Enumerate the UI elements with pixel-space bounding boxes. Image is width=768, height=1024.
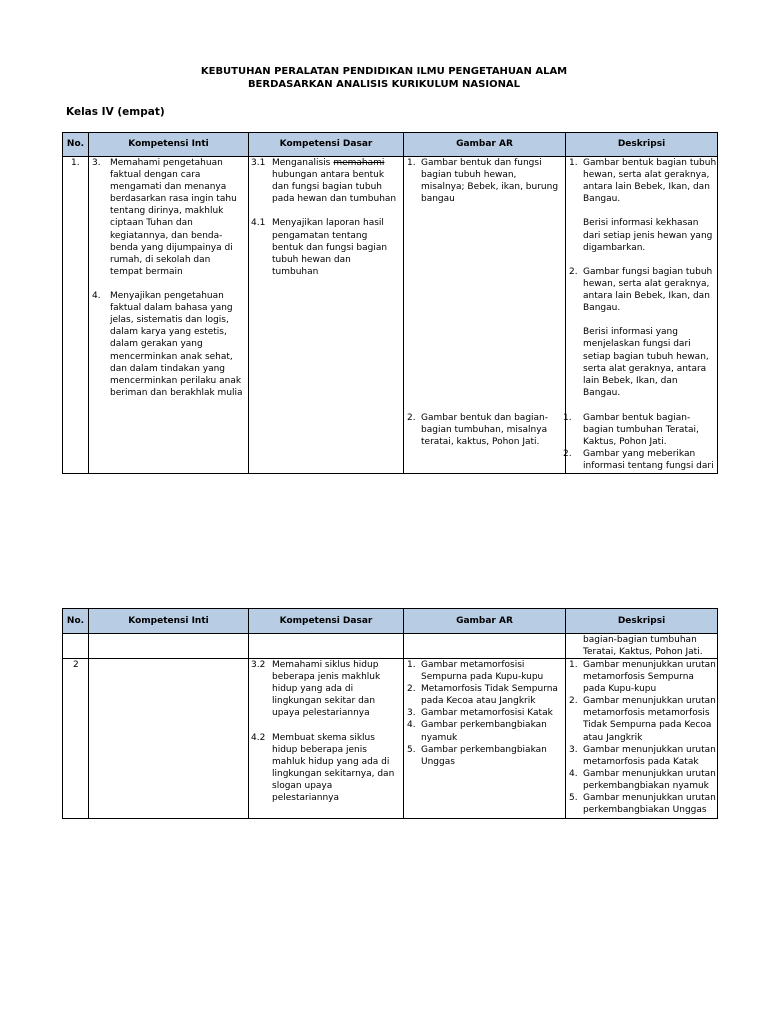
class-label: Kelas IV (empat): [66, 106, 165, 118]
kompetensi-dasar-list: [251, 157, 396, 278]
column-header-no: No.: [66, 616, 85, 626]
row-number: 1.: [71, 158, 80, 168]
item-number: 2.: [569, 696, 578, 707]
column-header-no: No.: [66, 139, 85, 149]
item-number: 1.: [569, 660, 578, 670]
gambar-ar-item: [407, 683, 558, 707]
gambar-ar-item: [407, 659, 558, 683]
column-divider: [88, 133, 89, 473]
item-number: 2.: [407, 413, 416, 423]
gambar-ar-item: [407, 744, 558, 768]
title-line-1: KEBUTUHAN PERALATAN PENDIDIKAN ILMU PENGETAHUAN ALAM: [200, 66, 568, 77]
column-header-kompetensi-inti: Kompetensi Inti: [128, 139, 209, 149]
deskripsi-item: [569, 266, 716, 399]
column-header-gambar-ar: Gambar AR: [456, 616, 513, 626]
item-text: Gambar menunjukkan urutan metamorfosis pada Katak: [583, 744, 716, 767]
item-number: 2.: [569, 266, 578, 277]
gambar-ar-item: [407, 707, 558, 719]
deskripsi-item: [569, 792, 716, 816]
item-text: Gambar menunjukkan urutan perkembangbiakan nyamuk: [583, 768, 716, 791]
item-number: 1.: [407, 660, 416, 670]
item-text: Membuat skema siklus hidup beberapa jenis mahluk hidup yang ada di lingkungan sekitarnya, dan slogan upaya pelestariannya: [272, 732, 395, 804]
kompetensi-dasar-item: [251, 732, 394, 805]
competency-table-1: [62, 132, 718, 474]
item-text: Gambar metamorfosisi Sempurna pada Kupu-kupu: [421, 660, 544, 683]
item-number: 5.: [569, 793, 578, 804]
item-note: Berisi informasi yang menjelaskan fungsi dari setiap bagian tubuh hewan, serta alat geraknya, antara lain Bebek, Ikan, dan Bangau.: [583, 327, 709, 398]
item-text: Gambar bentuk bagian tubuh hewan, serta alat geraknya, antara lain Bebek, Ikan, dan Bangau.: [583, 158, 717, 205]
competency-table-2: [62, 608, 718, 819]
gambar-ar-list: [407, 157, 558, 205]
item-number: 3.: [407, 708, 416, 719]
item-text: Gambar menunjukkan urutan metamorfosis Sempurna pada Kupu-kupu: [583, 660, 716, 695]
item-text: Gambar bentuk dan fungsi bagian tubuh hewan, misalnya; Bebek, ikan, burung bangau: [421, 158, 559, 205]
kompetensi-inti-list: [92, 157, 243, 399]
column-divider: [403, 609, 404, 818]
deskripsi-continued: bagian-bagian tumbuhan Teratai, Kaktus, Pohon Jati.: [583, 635, 703, 658]
item-number: 4.: [569, 768, 578, 779]
item-number: 2.: [407, 684, 416, 695]
kompetensi-dasar-item: [251, 217, 396, 277]
deskripsi-list: [569, 157, 716, 399]
column-divider: [565, 609, 566, 818]
deskripsi-list: [563, 412, 714, 472]
item-number: 3.: [92, 158, 101, 168]
item-text: Menyajikan pengetahuan faktual dalam bahasa yang jelas, sistematis dan logis, dalam karya yang estetis, dalam gerakan yang mencerminkan anak sehat, dan dalam tindakan yang mencerminkan perilaku anak beriman dan berakhlak mulia: [110, 291, 243, 398]
column-divider: [248, 609, 249, 818]
item-text: Gambar bentuk bagian- bagian tumbuhan Teratai, Kaktus, Pohon Jati.: [583, 413, 699, 448]
item-text: Metamorfosis Tidak Sempurna pada Kecoa atau Jangkrik: [421, 684, 558, 707]
title-line-2: BERDASARKAN ANALISIS KURIKULUM NASIONAL: [247, 79, 521, 90]
item-note: Berisi informasi kekhasan dari setiap jenis hewan yang digambarkan.: [583, 218, 713, 253]
column-header-kompetensi-inti: Kompetensi Inti: [128, 616, 209, 626]
item-number: 4.: [92, 291, 101, 302]
column-divider: [403, 133, 404, 473]
item-text: Gambar perkembangbiakan nyamuk: [421, 720, 547, 743]
item-number: 1.: [563, 413, 572, 423]
item-text: Gambar yang meberikan informasi tentang fungsi dari: [583, 449, 714, 472]
document-title: [0, 65, 768, 91]
column-header-kompetensi-dasar: Kompetensi Dasar: [279, 139, 373, 149]
kompetensi-dasar-item: [251, 659, 394, 719]
kompetensi-inti-item: [92, 290, 243, 399]
item-text: Memahami siklus hidup beberapa jenis makhluk hidup yang ada di lingkungan sekitar dan upaya pelestariannya: [272, 660, 381, 719]
item-text: Gambar perkembangbiakan Unggas: [421, 744, 547, 767]
item-text: Memahami pengetahuan faktual dengan cara mengamati dan menanya berdasarkan rasa ingin tahu tentang dirinya, makhluk ciptaan Tuhan dan kegiatannya, dan benda- benda yang dijumpainya di rumah, di sekolah dan tempat bermain: [110, 158, 237, 277]
item-text: Gambar bentuk dan bagian- bagian tumbuhan, misalnya teratai, kaktus, Pohon Jati.: [421, 413, 549, 448]
deskripsi-item: [569, 157, 716, 254]
item-number: 4.: [407, 720, 416, 731]
item-text: hubungan antara bentuk dan fungsi bagian tubuh pada hewan dan tumbuhan: [272, 170, 397, 205]
gambar-ar-list: [407, 659, 558, 768]
kompetensi-dasar-list: [251, 659, 394, 804]
item-number: 3.1: [251, 158, 266, 168]
deskripsi-item: [569, 744, 716, 768]
deskripsi-list: [569, 659, 716, 816]
deskripsi-item: [569, 659, 716, 695]
gambar-ar-list: [407, 412, 548, 448]
column-header-kompetensi-dasar: Kompetensi Dasar: [279, 616, 373, 626]
item-text: Gambar menunjukkan urutan perkembangbiakan Unggas: [583, 793, 716, 816]
deskripsi-item: [569, 768, 716, 792]
item-body: [583, 266, 712, 399]
deskripsi-item: [569, 695, 716, 743]
column-header-deskripsi: Deskripsi: [617, 139, 666, 149]
column-header-deskripsi: Deskripsi: [617, 616, 666, 626]
column-divider: [248, 133, 249, 473]
item-text-lead: Menganalisis: [272, 158, 331, 168]
item-number: 5.: [407, 744, 416, 755]
item-number: 4.1: [251, 218, 266, 229]
item-number: 3.: [569, 744, 578, 755]
kompetensi-dasar-item: [251, 157, 396, 205]
item-text: Menyajikan laporan hasil pengamatan tentang bentuk dan fungsi bagian tubuh hewan dan tumbuhan: [272, 218, 388, 277]
item-text: Gambar menunjukkan urutan metamorfosis metamorfosis Tidak Sempurna pada Kecoa atau Jangkrik: [583, 696, 716, 743]
item-text: Gambar fungsi bagian tubuh hewan, serta alat geraknya, antara lain Bebek, Ikan, dan Bangau.: [583, 266, 713, 314]
struck-through-word: memahami: [333, 158, 385, 168]
deskripsi-item: [563, 448, 714, 472]
item-number: 1.: [569, 158, 578, 168]
item-number: 2.: [563, 449, 572, 460]
gambar-ar-item: [407, 412, 548, 448]
item-number: 1.: [407, 158, 416, 168]
gambar-ar-item: [407, 157, 558, 205]
item-body: [583, 157, 716, 254]
item-text: Gambar metamorfosisi Katak: [421, 708, 553, 719]
row-number: 2: [73, 660, 79, 670]
gambar-ar-item: [407, 719, 558, 743]
column-header-gambar-ar: Gambar AR: [456, 139, 513, 149]
deskripsi-item: [563, 412, 714, 448]
item-body: [272, 157, 396, 205]
kompetensi-inti-item: [92, 157, 243, 278]
item-number: 3.2: [251, 660, 266, 670]
item-number: 4.2: [251, 732, 266, 743]
column-divider: [88, 609, 89, 818]
